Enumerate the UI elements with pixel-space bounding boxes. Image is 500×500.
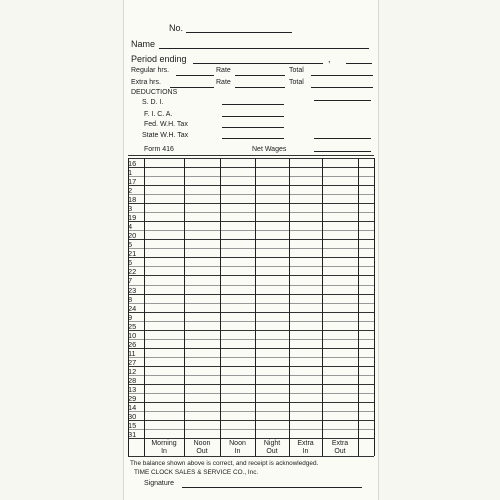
grid-row-line [128,420,374,421]
column-header-bottom: Out [334,448,346,455]
grid-column-line [358,158,359,456]
day-number: 20 [128,231,137,241]
day-number: 9 [128,312,133,322]
period-ending-label: Period ending [131,54,187,64]
day-number: 26 [128,339,137,349]
grid-row-line [128,185,374,186]
state-wh-tax-label: State W.H. Tax [142,132,189,139]
day-number: 14 [128,402,137,412]
receipt-statement: The balance shown above is correct, and receipt is acknowledged. [130,460,319,467]
day-number: 6 [128,258,133,268]
extra-rate-line [235,87,285,88]
grid-column-line [144,158,145,456]
grid-row-line [128,330,374,331]
day-number: 11 [128,348,136,358]
day-number: 22 [128,267,137,277]
column-header-bottom: Out [266,448,278,455]
grid-row-line [128,393,374,394]
sdi-label: S. D. I. [142,99,164,106]
grid-row-line [128,176,374,177]
grid-row-line [128,294,374,295]
state-wh-tax-line [222,138,284,139]
regular-total-line [311,75,373,76]
column-header-top: Extra [297,440,314,447]
column-header-bottom: In [302,448,309,455]
grid-column-line [184,158,185,456]
regular-rate-line [235,75,285,76]
extra-hrs-line [170,87,214,88]
day-number: 19 [128,213,137,223]
grid-row-line [128,348,374,349]
column-header-bottom: In [161,448,167,455]
day-number: 12 [128,366,137,376]
day-number: 29 [128,393,137,403]
grid-row-line [128,266,374,267]
grid-row-line [128,339,374,340]
day-number: 10 [128,330,137,340]
no-label: No. [169,23,184,33]
regular-hrs-label: Regular hrs. [131,67,170,74]
day-number: 16 [128,159,137,168]
grid-row-line [128,212,374,213]
fed-wh-tax-label: Fed. W.H. Tax [144,121,188,128]
fed-wh-tax-line [222,127,284,128]
grid-column-line [322,158,323,456]
extra-total-label: Total [289,79,304,86]
column-header [184,440,220,456]
period-year-line [346,63,372,64]
net-wages-line [314,151,371,152]
day-number: 1 [128,168,133,177]
column-header-top: Noon [229,440,246,447]
extra-total-line [311,87,373,88]
regular-hrs-line [176,75,214,76]
grid-row-line [128,275,374,276]
company-name: TIME CLOCK SALES & SERVICE CO., Inc. [134,469,259,476]
grid-row-line [128,230,374,231]
grid-column-line [374,158,375,456]
column-header-top: Night [263,440,281,447]
sdi-line [222,104,284,105]
time-card [123,0,379,500]
grid-row-line [128,194,374,195]
deductions-total-line [314,100,371,101]
column-header [322,440,358,456]
extra-rate-label: Rate [216,79,231,86]
day-number: 23 [128,285,137,295]
grid-row-line [128,438,374,439]
grid-row-line [128,248,374,249]
day-number: 7 [128,276,133,286]
signature-label: Signature [144,480,174,487]
name-label: Name [131,39,156,49]
grid-row-line [128,384,374,385]
grid-row-line [128,167,374,168]
grid-bottom-border [128,456,374,457]
grid-row-line [128,411,374,412]
day-number: 13 [128,384,137,394]
deductions-label: DEDUCTIONS [131,89,178,96]
column-header [144,440,184,456]
regular-total-label: Total [289,67,304,74]
period-ending-line [193,63,323,64]
grid-column-line [255,158,256,456]
day-number: 3 [128,204,133,214]
grid-top-rule [128,155,374,156]
day-number: 24 [128,303,137,313]
form-number-label: Form 416 [144,146,174,153]
grid-row-line [128,257,374,258]
deductions-subtotal-line [314,138,371,139]
day-number: 21 [128,249,137,259]
day-number: 25 [128,321,137,331]
grid-row-line [128,303,374,304]
column-header-top: Extra [331,440,349,447]
grid-row-line [128,221,374,222]
no-field-line [186,32,292,33]
column-header-top: Noon [193,440,211,447]
fica-label: F. I. C. A. [144,111,173,118]
grid-row-line [128,429,374,430]
column-header [289,440,322,456]
day-number: 5 [128,240,133,250]
name-field-line [159,48,369,49]
grid-row-line [128,402,374,403]
day-number: 31 [128,430,137,439]
grid-row-line [128,366,374,367]
day-number: 8 [128,294,133,304]
grid-row-line [128,321,374,322]
column-header-bottom: In [234,448,241,455]
grid-row-line [128,239,374,240]
day-number: 28 [128,375,137,385]
grid-column-line [220,158,221,456]
grid-row-line [128,312,374,313]
day-number: 18 [128,195,137,205]
column-header [220,440,255,456]
column-header [255,440,289,456]
extra-hrs-label: Extra hrs. [131,79,161,86]
regular-rate-label: Rate [216,67,231,74]
day-number: 2 [128,186,133,196]
day-number: 4 [128,222,133,232]
day-number: 30 [128,411,137,421]
column-header-top: Morning [151,440,177,447]
grid-row-line [128,357,374,358]
period-comma: , [328,54,331,64]
column-header-bottom: Out [196,448,208,455]
net-wages-label: Net Wages [252,146,287,153]
signature-line [182,487,362,488]
grid-top-border [128,158,374,159]
day-number: 17 [128,177,137,187]
grid-row-line [128,375,374,376]
fica-line [222,116,284,117]
grid-row-line [128,203,374,204]
day-number: 15 [128,420,137,430]
day-number: 27 [128,357,137,367]
grid-column-line [289,158,290,456]
grid-row-line [128,285,374,286]
